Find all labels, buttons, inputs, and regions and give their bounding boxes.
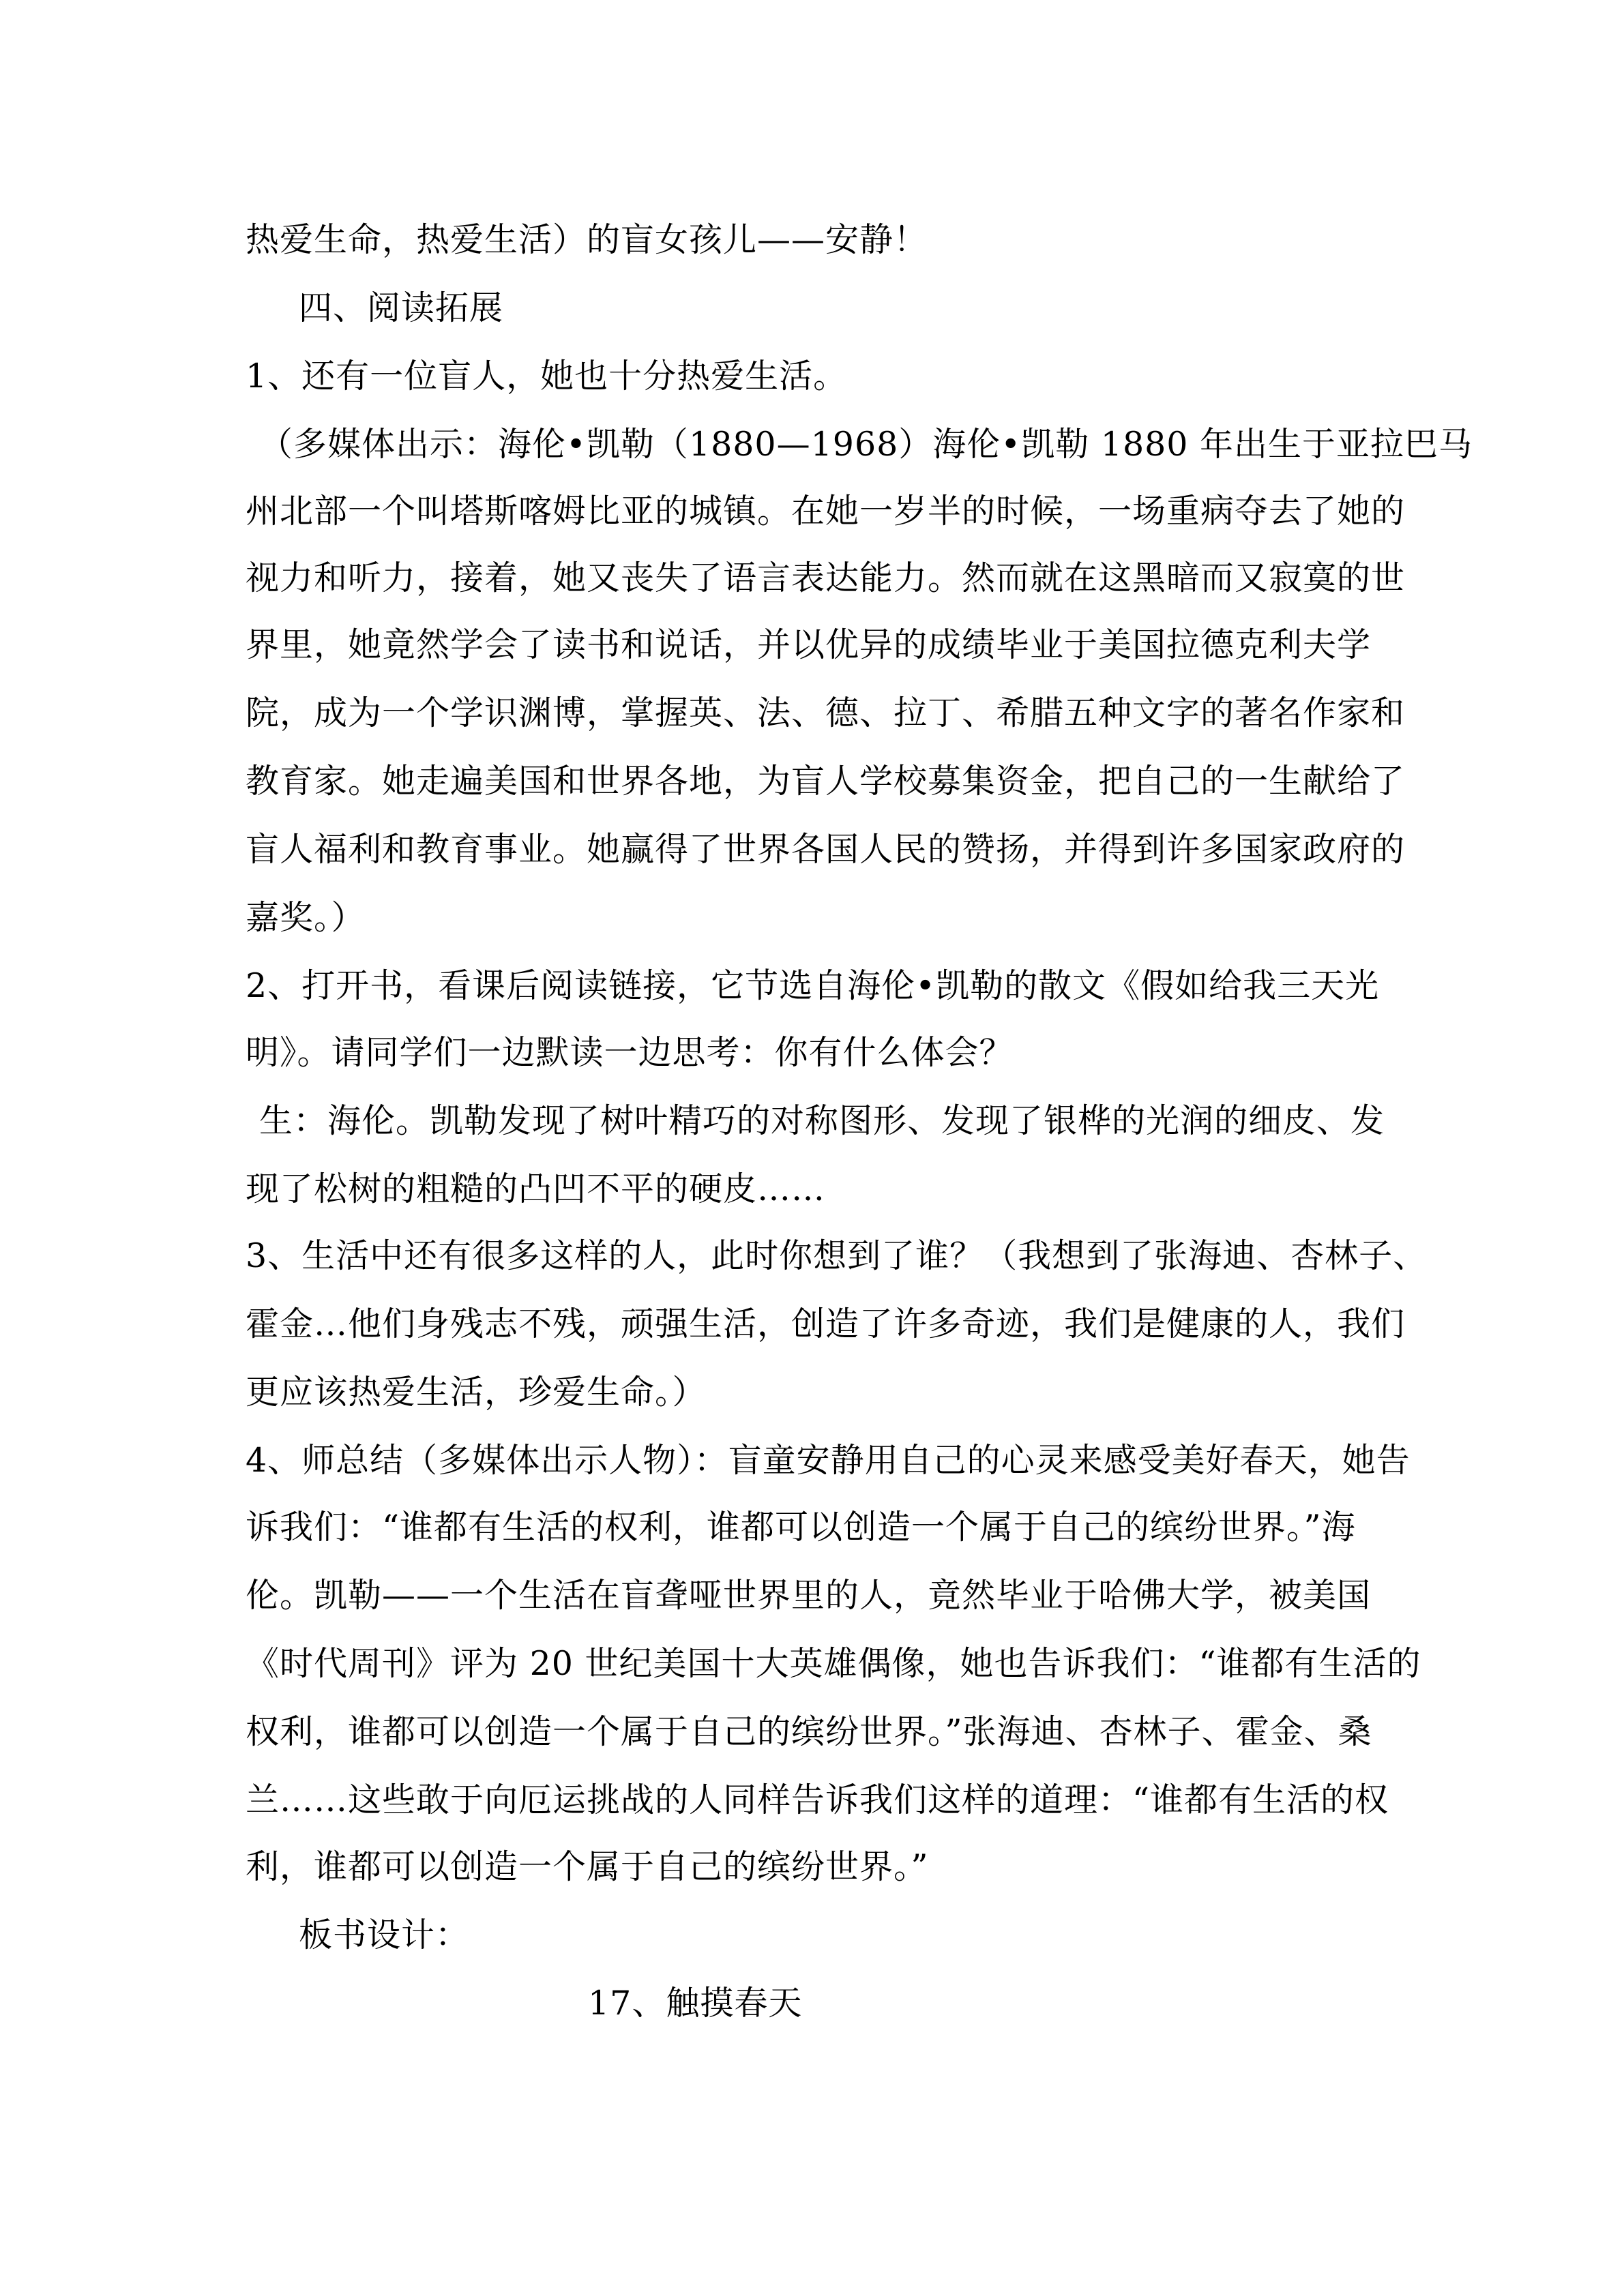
text-line: 1、还有一位盲人，她也十分热爱生活。 [246, 357, 848, 396]
text-line: 界里，她竟然学会了读书和说话，并以优异的成绩毕业于美国拉德克利夫学 [246, 625, 1372, 664]
text-line: 州北部一个叫塔斯喀姆比亚的城镇。在她一岁半的时候，一场重病夺去了她的 [246, 492, 1406, 531]
text-line: 明》。请同学们一边默读一边思考：你有什么体会？ [246, 1033, 1014, 1072]
text-line: 生：海伦。凯勒发现了树叶精巧的对称图形、发现了银桦的光润的细皮、发 [259, 1101, 1385, 1140]
board-design-label: 板书设计： [299, 1915, 470, 1954]
text-line: 热爱生命，热爱生活）的盲女孩儿——安静！ [246, 220, 928, 259]
text-line: 院，成为一个学识渊博，掌握英、法、德、拉丁、希腊五种文字的著名作家和 [246, 694, 1406, 732]
text-line: 利，谁都可以创造一个属于自己的缤纷世界。” [246, 1847, 929, 1886]
board-design-title: 17、触摸春天 [588, 1984, 803, 2023]
text-line: 权利，谁都可以创造一个属于自己的缤纷世界。”张海迪、杏林子、霍金、桑 [246, 1712, 1372, 1751]
text-line: 霍金…他们身残志不残，顽强生活，创造了许多奇迹，我们是健康的人，我们 [246, 1304, 1406, 1343]
text-line: 3、生活中还有很多这样的人，此时你想到了谁？（我想到了张海迪、杏林子、 [246, 1236, 1428, 1275]
text-line: 视力和听力，接着，她又丧失了语言表达能力。然而就在这黑暗而又寂寞的世 [246, 558, 1406, 597]
text-line: 现了松树的粗糙的凸凹不平的硬皮…… [246, 1169, 826, 1208]
text-line: 更应该热爱生活，珍爱生命。） [246, 1373, 707, 1412]
text-line: 4、师总结（多媒体出示人物）：盲童安静用自己的心灵来感受美好春天，她告 [246, 1441, 1411, 1480]
text-line: 2、打开书，看课后阅读链接，它节选自海伦•凯勒的散文《假如给我三天光 [246, 966, 1380, 1005]
text-line: 伦。凯勒——一个生活在盲聋哑世界里的人，竟然毕业于哈佛大学，被美国 [246, 1576, 1372, 1615]
text-line: 嘉奖。） [246, 898, 366, 937]
text-line: （多媒体出示：海伦•凯勒（1880—1968）海伦•凯勒 1880 年出生于亚拉巴马 [259, 425, 1473, 464]
text-line: 诉我们：“谁都有生活的权利，谁都可以创造一个属于自己的缤纷世界。”海 [246, 1508, 1356, 1547]
text-line: 兰……这些敢于向厄运挑战的人同样告诉我们这样的道理：“谁都有生活的权 [246, 1780, 1389, 1819]
text-line: 《时代周刊》评为 20 世纪美国十大英雄偶像，她也告诉我们：“谁都有生活的 [246, 1644, 1421, 1683]
text-line: 教育家。她走遍美国和世界各地，为盲人学校募集资金，把自己的一生献给了 [246, 762, 1406, 801]
section-heading: 四、阅读拓展 [299, 288, 504, 327]
text-line: 盲人福利和教育事业。她赢得了世界各国人民的赞扬，并得到许多国家政府的 [246, 830, 1406, 869]
